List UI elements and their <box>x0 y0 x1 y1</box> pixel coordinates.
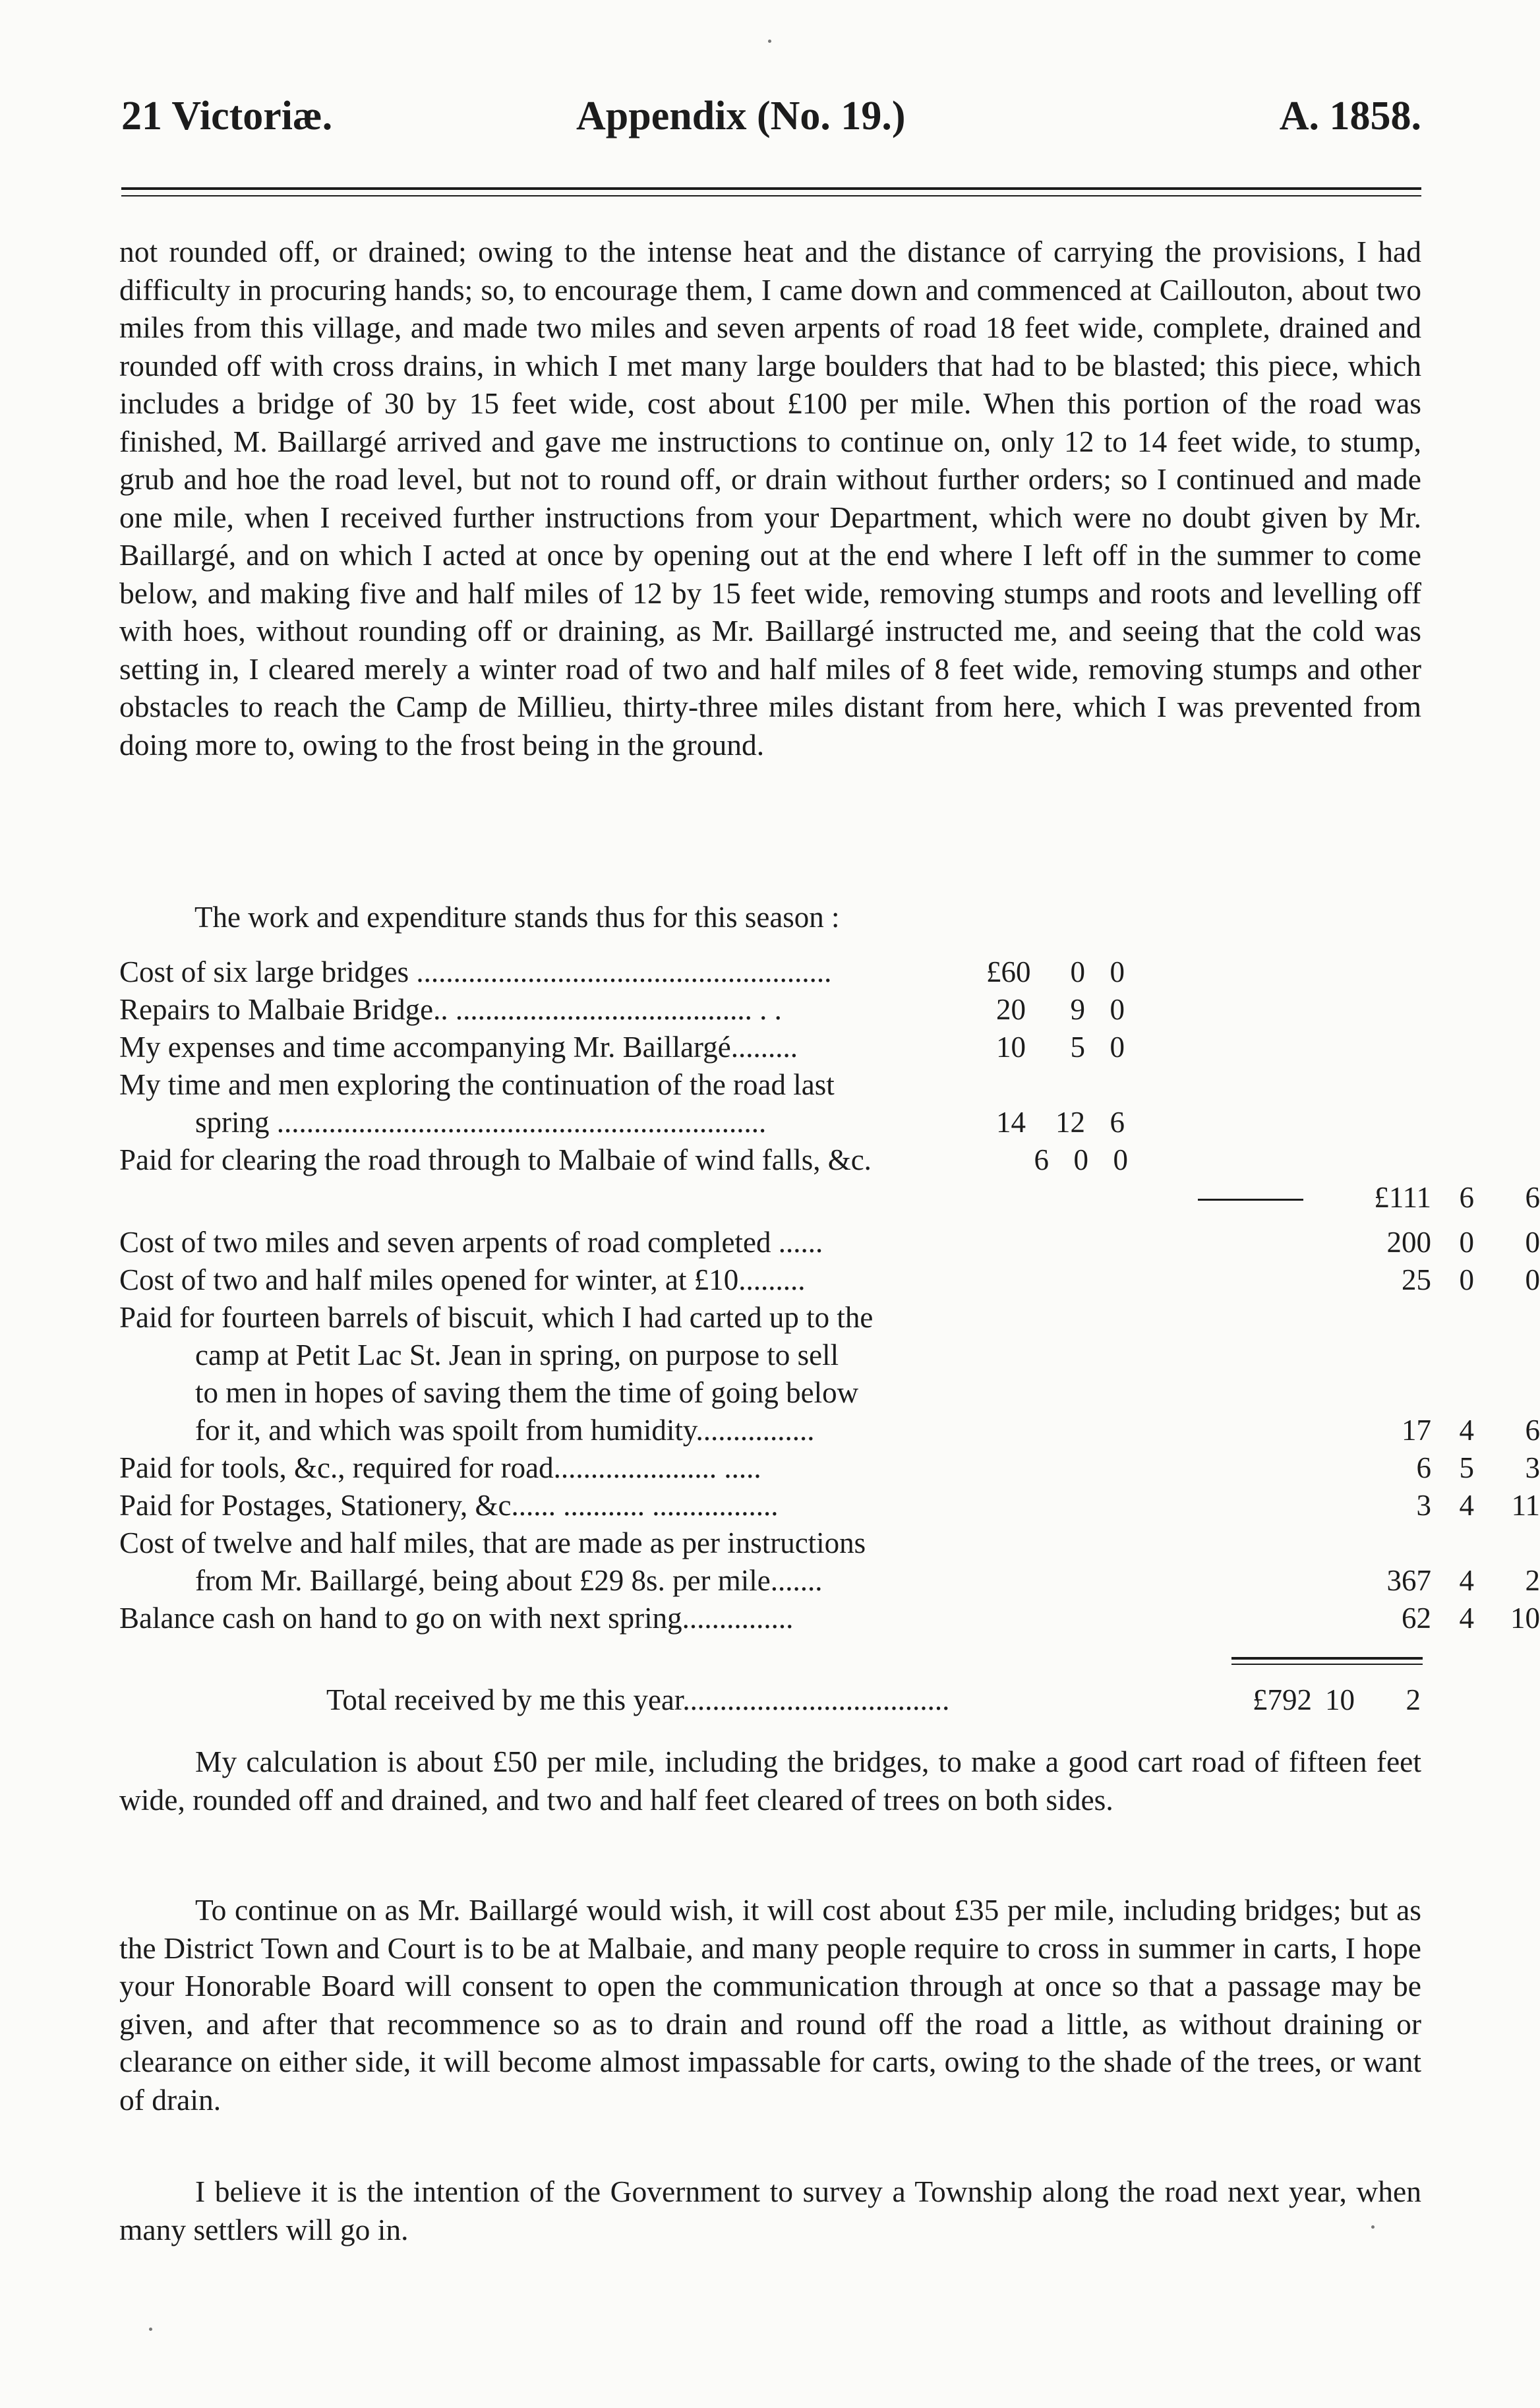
account-desc: Repairs to Malbaie Bridge.. ........................................ . . <box>119 993 782 1026</box>
total-label: Total received by me this year.................................... <box>326 1683 950 1716</box>
subtotal-pounds: £111 <box>1374 1181 1431 1214</box>
account-row <box>119 1562 1540 1600</box>
account-desc: camp at Petit Lac St. Jean in spring, on purpose to sell <box>195 1339 839 1371</box>
account-row <box>119 1337 1438 1374</box>
print-speck <box>149 2328 152 2331</box>
account-desc: Cost of two miles and seven arpents of road completed ...... <box>119 1226 823 1259</box>
account-pounds: 10 <box>996 1031 1026 1064</box>
account-pence: 0 <box>1110 993 1125 1026</box>
account-pounds: 6 <box>1416 1451 1431 1484</box>
account-row <box>119 1524 1438 1562</box>
account-desc: for it, and which was spoilt from humidity................ <box>195 1414 815 1447</box>
account-table-a <box>119 953 1540 1217</box>
report-paragraph-2: My calculation is about £50 per mile, including the bridges, to make a good cart road of fifteen feet wide, rounded off and drained, and two and half feet cleared of trees on both sides. <box>119 1745 1421 1817</box>
print-speck <box>1371 2225 1375 2229</box>
account-pence: 10 <box>1510 1602 1540 1635</box>
account-row <box>119 1374 1438 1412</box>
header-year: A. 1858. <box>1279 94 1421 138</box>
account-desc: Paid for tools, &c., required for road...................... ..... <box>119 1451 761 1484</box>
account-row <box>119 1066 1438 1104</box>
account-row <box>119 953 1438 991</box>
account-shillings: 0 <box>1459 1263 1474 1296</box>
account-pence: 0 <box>1110 1031 1125 1064</box>
account-pence: 0 <box>1113 1143 1128 1176</box>
account-pounds: 62 <box>1402 1602 1431 1635</box>
account-row <box>119 1487 1540 1524</box>
account-row <box>119 1224 1540 1261</box>
account-pence: 6 <box>1525 1414 1540 1447</box>
account-shillings: 4 <box>1459 1564 1474 1597</box>
subtotal-shillings: 6 <box>1459 1181 1474 1214</box>
header-appendix: Appendix (No. 19.) <box>576 94 906 138</box>
account-desc: My time and men exploring the continuation of the road last <box>119 1068 835 1101</box>
account-pounds: 6 <box>1034 1143 1049 1176</box>
subtotal-row <box>119 1179 1540 1217</box>
account-pence: 0 <box>1110 955 1125 988</box>
account-desc: Paid for clearing the road through to Malbaie of wind falls, &c. <box>119 1143 872 1176</box>
account-pounds: 20 <box>996 993 1026 1026</box>
total-rule-thin <box>1231 1664 1423 1665</box>
account-desc: Paid for fourteen barrels of biscuit, which I had carted up to the <box>119 1301 874 1334</box>
account-pounds: 17 <box>1402 1414 1431 1447</box>
report-paragraph-1: not rounded off, or drained; owing to the intense heat and the distance of carrying the provisions, I had difficulty in procuring hands; so, to encourage them, I came down and commenced at Caillouton, about two miles from this village, and made two miles and seven arpents of road 18 feet wide, complete, drained and rounded off with cross drains, in which I met many large boulders that had to be blasted; this piece, which includes a bridge of 30 by 15 feet wide, cost about £100 per mile. When this portion of the road was finished, M. Baillargé arrived and gave me instructions to continue on, only 12 to 14 feet wide, to stump, grub and hoe the road level, but not to round off, or drain without further orders; so I continued and made one mile, when I received further instructions from your Department, which were no doubt given by Mr. Baillargé, and on which I acted at once by opening out at the end where I left off in the summer to come below, and making five and half miles of 12 by 15 feet wide, removing stumps and roots and levelling off with hoes, without rounding off or draining, as Mr. Baillargé instructed me, and seeing that the cold was setting in, I cleared merely a winter road of two and half miles of 8 feet wide, removing stumps and other obstacles to reach the Camp de Millieu, thirty-three miles distant from here, which I was prevented from doing more to, owing to the frost being in the ground. <box>119 235 1421 762</box>
account-shillings: 12 <box>1055 1106 1085 1139</box>
account-row <box>119 1449 1540 1487</box>
header-rule-thin <box>121 195 1421 196</box>
account-pence: 3 <box>1525 1451 1540 1484</box>
account-desc: spring .................................................................. <box>195 1106 767 1139</box>
account-shillings: 5 <box>1070 1031 1085 1064</box>
subtotal-pence: 6 <box>1525 1181 1540 1214</box>
account-pounds: 3 <box>1416 1489 1431 1522</box>
account-shillings: 4 <box>1459 1414 1474 1447</box>
account-row <box>119 1104 1438 1141</box>
account-pounds: 14 <box>996 1106 1026 1139</box>
report-paragraph-4: I believe it is the intention of the Government to survey a Township along the road next year, when many settlers will go in. <box>119 2175 1421 2246</box>
account-row <box>119 1412 1540 1449</box>
account-shillings: 0 <box>1459 1226 1474 1259</box>
account-row <box>119 1299 1438 1337</box>
account-shillings: 0 <box>1070 955 1085 988</box>
account-pence: 6 <box>1110 1106 1125 1139</box>
account-shillings: 9 <box>1070 993 1085 1026</box>
account-shillings: 0 <box>1073 1143 1088 1176</box>
account-table-b <box>119 1224 1540 1637</box>
account-shillings: 5 <box>1459 1451 1474 1484</box>
account-desc: My expenses and time accompanying Mr. Baillargé......... <box>119 1031 798 1064</box>
account-shillings: 4 <box>1459 1602 1474 1635</box>
account-row <box>119 1141 1438 1179</box>
account-pence: 0 <box>1525 1263 1540 1296</box>
total-rule-thick <box>1231 1657 1423 1660</box>
account-pounds: 367 <box>1386 1564 1431 1597</box>
header-rule-thick <box>121 187 1421 190</box>
account-pounds: £60 <box>986 955 1031 988</box>
account-desc: Cost of twelve and half miles, that are made as per instructions <box>119 1526 866 1559</box>
account-desc: Cost of two and half miles opened for winter, at £10......... <box>119 1263 806 1296</box>
print-speck <box>768 40 771 43</box>
account-pounds: 200 <box>1386 1226 1431 1259</box>
total-pence: 2 <box>1406 1683 1421 1716</box>
account-pounds: 25 <box>1402 1263 1431 1296</box>
total-shillings: 10 <box>1325 1683 1355 1716</box>
account-row <box>119 1029 1438 1066</box>
account-row <box>119 1261 1540 1299</box>
account-row <box>119 1600 1540 1637</box>
account-pence: 2 <box>1525 1564 1540 1597</box>
subtotal-rule <box>1198 1199 1303 1201</box>
total-row <box>326 1681 1447 1719</box>
report-paragraph-3: To continue on as Mr. Baillargé would wish, it will cost about £35 per mile, including bridges; but as the District Town and Court is to be at Malbaie, and many people require to cross in summer in carts, I hope your Honorable Board will consent to open the communication through at once so that a passage may be given, and after that recommence so as to drain and round off the road a little, as without draining or clearance on either side, it will become almost impassable for carts, owing to the shade of the trees, or want of drain. <box>119 1893 1421 2117</box>
account-pence: 11 <box>1511 1489 1540 1522</box>
account-row <box>119 991 1438 1029</box>
expenditure-intro: The work and expenditure stands thus for this season : <box>194 901 840 934</box>
account-desc: to men in hopes of saving them the time of going below <box>195 1376 859 1409</box>
account-shillings: 4 <box>1459 1489 1474 1522</box>
account-desc: Paid for Postages, Stationery, &c...... ........... ................. <box>119 1489 779 1522</box>
account-desc: from Mr. Baillargé, being about £29 8s. per mile....... <box>195 1564 823 1597</box>
account-desc: Balance cash on hand to go on with next spring............... <box>119 1602 794 1635</box>
account-pence: 0 <box>1525 1226 1540 1259</box>
header-session: 21 Victoriæ. <box>121 94 333 138</box>
account-desc: Cost of six large bridges ........................................................ <box>119 955 832 988</box>
total-pounds: £792 <box>1253 1683 1312 1716</box>
